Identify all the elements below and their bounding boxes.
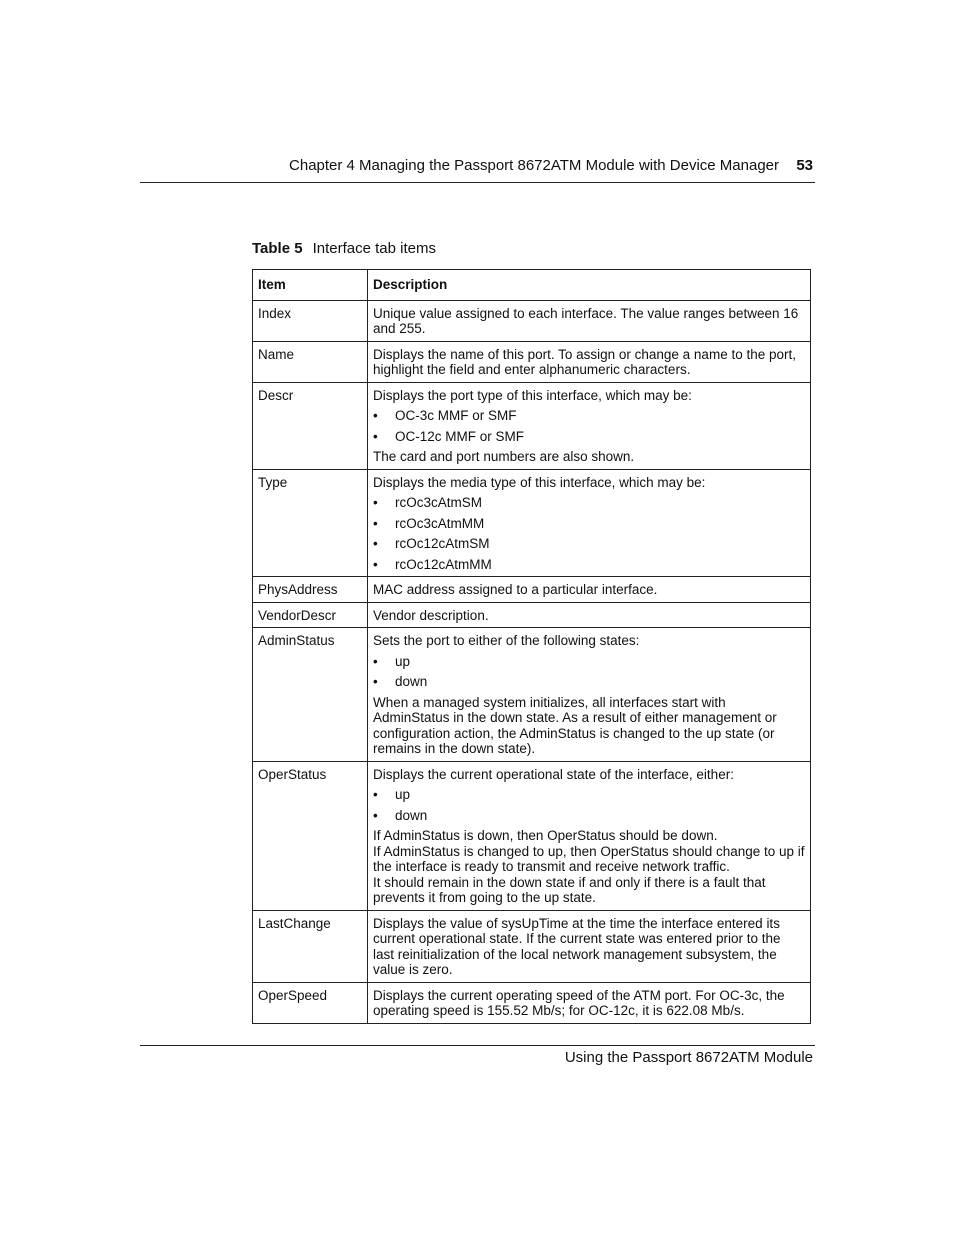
interface-tab-items-table [252, 269, 811, 1024]
table-row [253, 761, 811, 910]
description-note-text: When a managed system initializes, all interfaces start with AdminStatus in the down state. As a result of either management or configuration action, the AdminStatus is changed to the up state (or remains in the down state). [373, 694, 777, 756]
description-intro: Displays the current operational state of the interface, either: [373, 766, 734, 782]
table-caption-title: Interface tab items [312, 240, 436, 257]
description-text: MAC address assigned to a particular interface. [373, 582, 658, 597]
bullet-list [373, 654, 805, 690]
description-cell [368, 577, 811, 603]
page-number: 53 [796, 157, 813, 174]
bullet-item: • up [373, 787, 805, 803]
description-intro: Sets the port to either of the following states: [373, 633, 640, 648]
description-note-text: If AdminStatus is changed to up, then OperStatus should change to up if the interface is ready to transmit and receive network traffic. [373, 843, 805, 874]
description-note-text: It should remain in the down state if and only if there is a fault that prevents it from going to the up state. [373, 874, 766, 905]
description-cell [368, 382, 811, 469]
description-cell [368, 910, 811, 982]
item-cell: AdminStatus [253, 628, 368, 762]
description-note-text: If AdminStatus is down, then OperStatus should be down. [373, 828, 718, 843]
table-row [253, 628, 811, 762]
table-row [253, 382, 811, 469]
table-row [253, 602, 811, 628]
item-cell: Index [253, 300, 368, 341]
bullet-item: • rcOc12cAtmSM [373, 536, 805, 552]
table-row [253, 982, 811, 1023]
table-row [253, 300, 811, 341]
table-row [253, 910, 811, 982]
description-cell [368, 761, 811, 910]
page-header [140, 154, 815, 183]
bullet-item: • down [373, 674, 805, 690]
item-cell: PhysAddress [253, 577, 368, 603]
bullet-item: • rcOc3cAtmMM [373, 516, 805, 532]
bullet-item: • rcOc12cAtmMM [373, 557, 805, 573]
table-caption-label: Table 5 [252, 240, 303, 257]
bullet-list [373, 787, 805, 823]
description-text: Displays the name of this port. To assign or change a name to the port, highlight the field and enter alphanumeric characters. [373, 346, 796, 377]
description-cell [368, 602, 811, 628]
description-cell [368, 982, 811, 1023]
description-note [373, 828, 805, 906]
item-cell: Type [253, 469, 368, 577]
item-cell: Descr [253, 382, 368, 469]
chapter-title: Chapter 4 Managing the Passport 8672ATM Module with Device Manager [289, 157, 779, 174]
table-row [253, 469, 811, 577]
description-note [373, 695, 805, 757]
bullet-item: • OC-3c MMF or SMF [373, 408, 805, 424]
description-text: Displays the value of sysUpTime at the time the interface entered its current operational state. If the current state was entered prior to the last reinitialization of the local network management subsystem, the value is zero. [373, 915, 781, 977]
table-header-row [253, 270, 811, 301]
item-cell: Name [253, 341, 368, 382]
item-cell: OperSpeed [253, 982, 368, 1023]
description-text: Displays the current operating speed of the ATM port. For OC-3c, the operating speed is 155.52 Mb/s; for OC-12c, it is 622.08 Mb/s. [373, 987, 785, 1018]
table-row [253, 341, 811, 382]
bullet-item: • down [373, 808, 805, 824]
item-cell: OperStatus [253, 761, 368, 910]
bullet-item: • up [373, 654, 805, 670]
item-cell: VendorDescr [253, 602, 368, 628]
item-cell: LastChange [253, 910, 368, 982]
description-text: Vendor description. [373, 607, 489, 623]
description-text: Unique value assigned to each interface. The value ranges between 16 and 255. [373, 305, 799, 336]
page-footer [140, 1045, 815, 1066]
table-caption [252, 240, 436, 257]
column-header-item: Item [253, 270, 368, 301]
column-header-description: Description [368, 270, 811, 301]
footer-text: Using the Passport 8672ATM Module [564, 1049, 813, 1066]
description-cell [368, 469, 811, 577]
description-intro: Displays the media type of this interface, which may be: [373, 474, 706, 490]
bullet-item: • OC-12c MMF or SMF [373, 429, 805, 445]
description-cell [368, 628, 811, 762]
bullet-list [373, 495, 805, 572]
bullet-item: • rcOc3cAtmSM [373, 495, 805, 511]
description-note-text: The card and port numbers are also shown. [373, 449, 635, 464]
description-cell [368, 341, 811, 382]
description-cell [368, 300, 811, 341]
table-row [253, 577, 811, 603]
description-intro: Displays the port type of this interface, which may be: [373, 387, 692, 403]
bullet-list [373, 408, 805, 444]
description-note [373, 449, 805, 465]
